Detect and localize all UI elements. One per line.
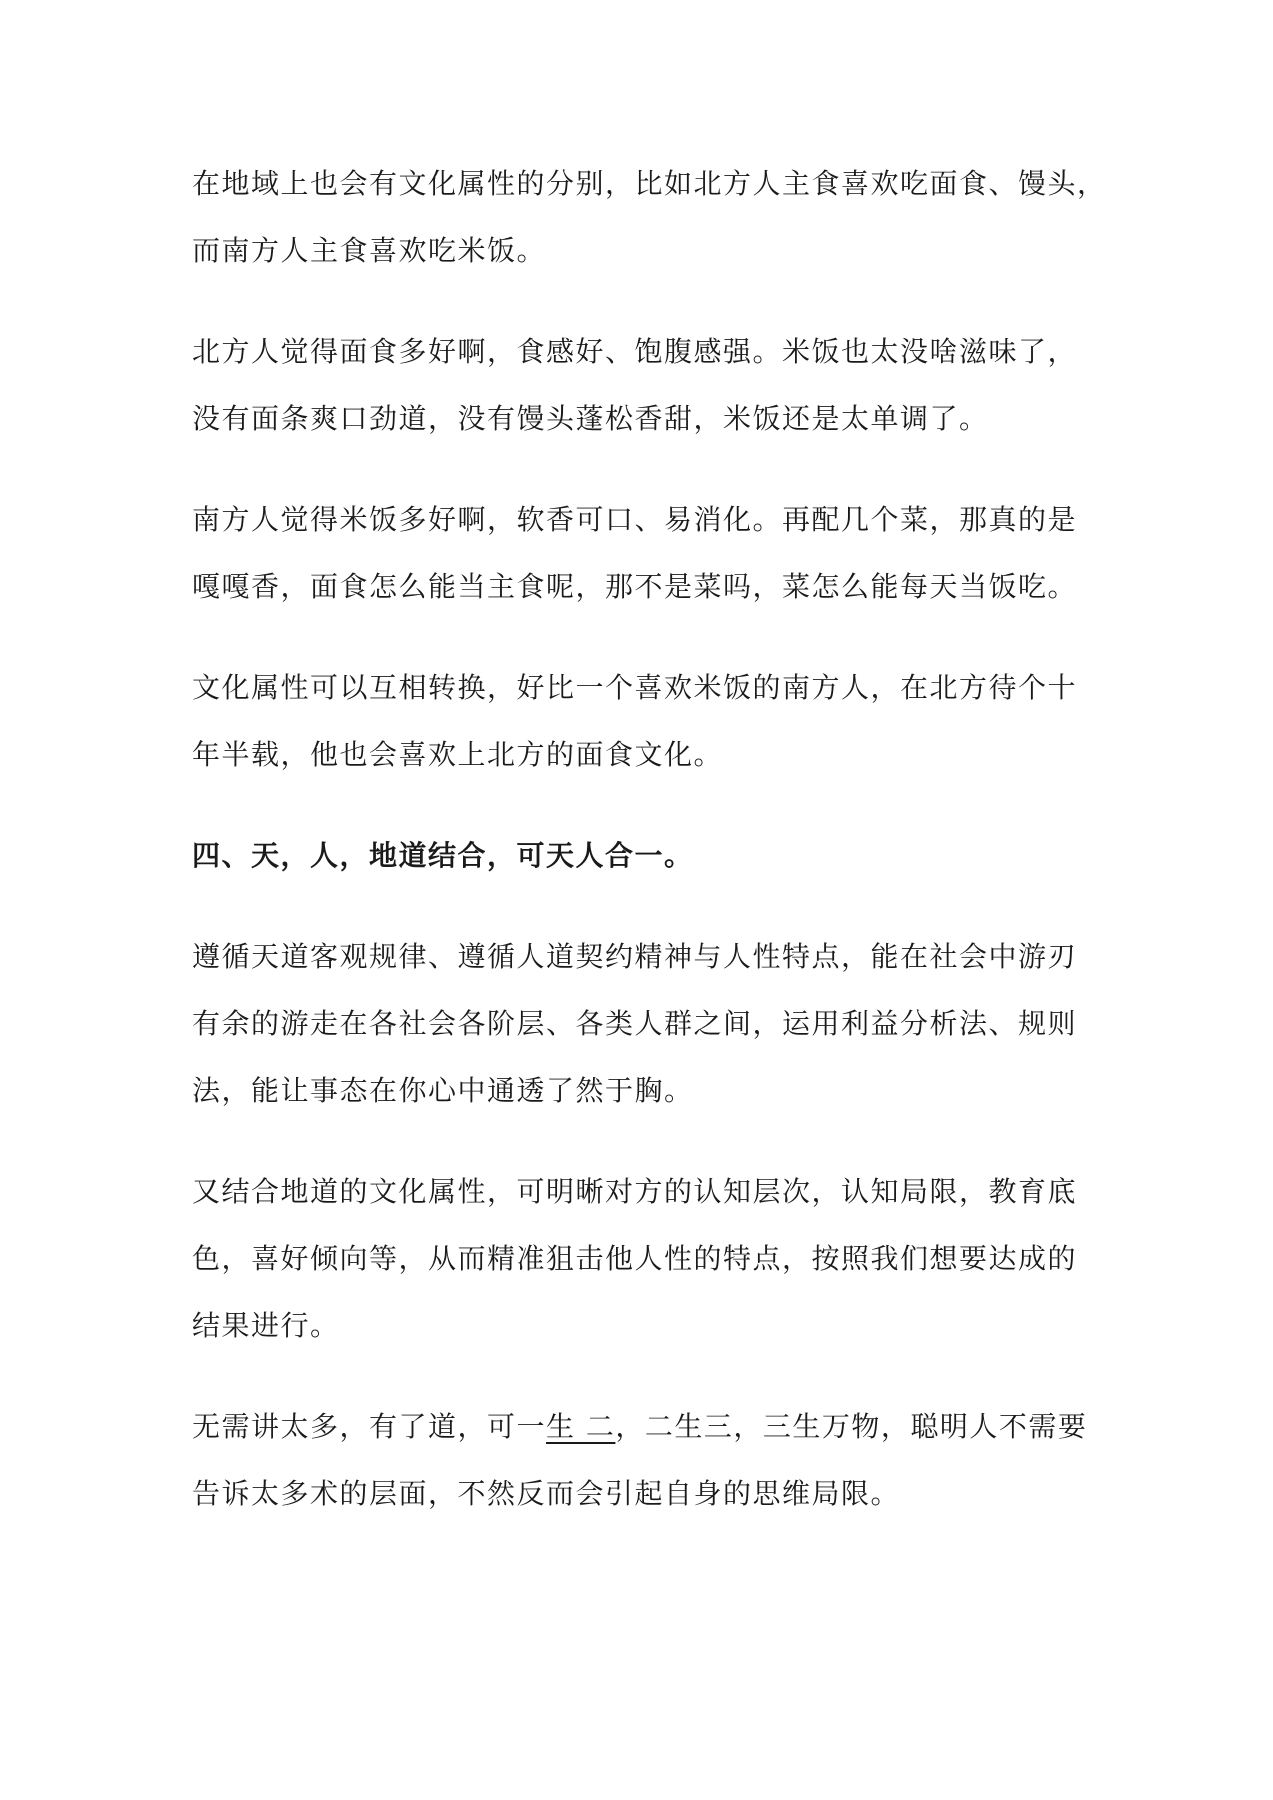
text-line: 色，喜好倾向等，从而精准狙击他人性的特点，按照我们想要达成的 <box>192 1242 1078 1275</box>
paragraph-southern-view <box>192 486 1092 620</box>
text-line: 文化属性可以互相转换，好比一个喜欢米饭的南方人，在北方待个十 <box>192 671 1078 704</box>
paragraph-earth-way <box>192 1158 1092 1359</box>
text-line: 法，能让事态在你心中通透了然于胸。 <box>192 1074 694 1107</box>
text-line: 南方人觉得米饭多好啊，软香可口、易消化。再配几个菜，那真的是 <box>192 503 1078 536</box>
text-segment: ，二生三，三生万物，聪明人不需要 <box>615 1410 1088 1443</box>
underlined-text: 生 二 <box>546 1410 616 1443</box>
text-line: 而南方人主食喜欢吃米饭。 <box>192 234 547 267</box>
paragraph-northern-view <box>192 318 1092 452</box>
text-line: 没有面条爽口劲道，没有馒头蓬松香甜，米饭还是太单调了。 <box>192 402 989 435</box>
text-line: 告诉太多术的层面，不然反而会引起自身的思维局限。 <box>192 1477 901 1510</box>
text-line: 在地域上也会有文化属性的分别，比如北方人主食喜欢吃面食、馒头， <box>192 167 1107 200</box>
text-line <box>192 1393 1092 1460</box>
paragraph-conclusion <box>192 1393 1092 1527</box>
text-line: 北方人觉得面食多好啊，食感好、饱腹感强。米饭也太没啥滋味了， <box>192 335 1078 368</box>
document-page <box>192 150 1107 1561</box>
text-segment: 无需讲太多，有了道，可一 <box>192 1410 547 1443</box>
heading-text: 四、天，人，地道结合，可天人合一。 <box>192 839 694 872</box>
section-heading <box>192 822 1092 889</box>
text-line: 有余的游走在各社会各阶层、各类人群之间，运用利益分析法、规则 <box>192 1007 1078 1040</box>
text-line: 年半载，他也会喜欢上北方的面食文化。 <box>192 738 724 771</box>
paragraph-heaven-human-way <box>192 923 1092 1124</box>
text-line: 又结合地道的文化属性，可明晰对方的认知层次，认知局限，教育底 <box>192 1175 1078 1208</box>
text-line: 结果进行。 <box>192 1309 340 1342</box>
text-line: 遵循天道客观规律、遵循人道契约精神与人性特点，能在社会中游刃 <box>192 940 1078 973</box>
text-line: 嘎嘎香，面食怎么能当主食呢，那不是菜吗，菜怎么能每天当饭吃。 <box>192 570 1078 603</box>
paragraph-regional-culture <box>192 150 1107 284</box>
paragraph-culture-conversion <box>192 654 1092 788</box>
